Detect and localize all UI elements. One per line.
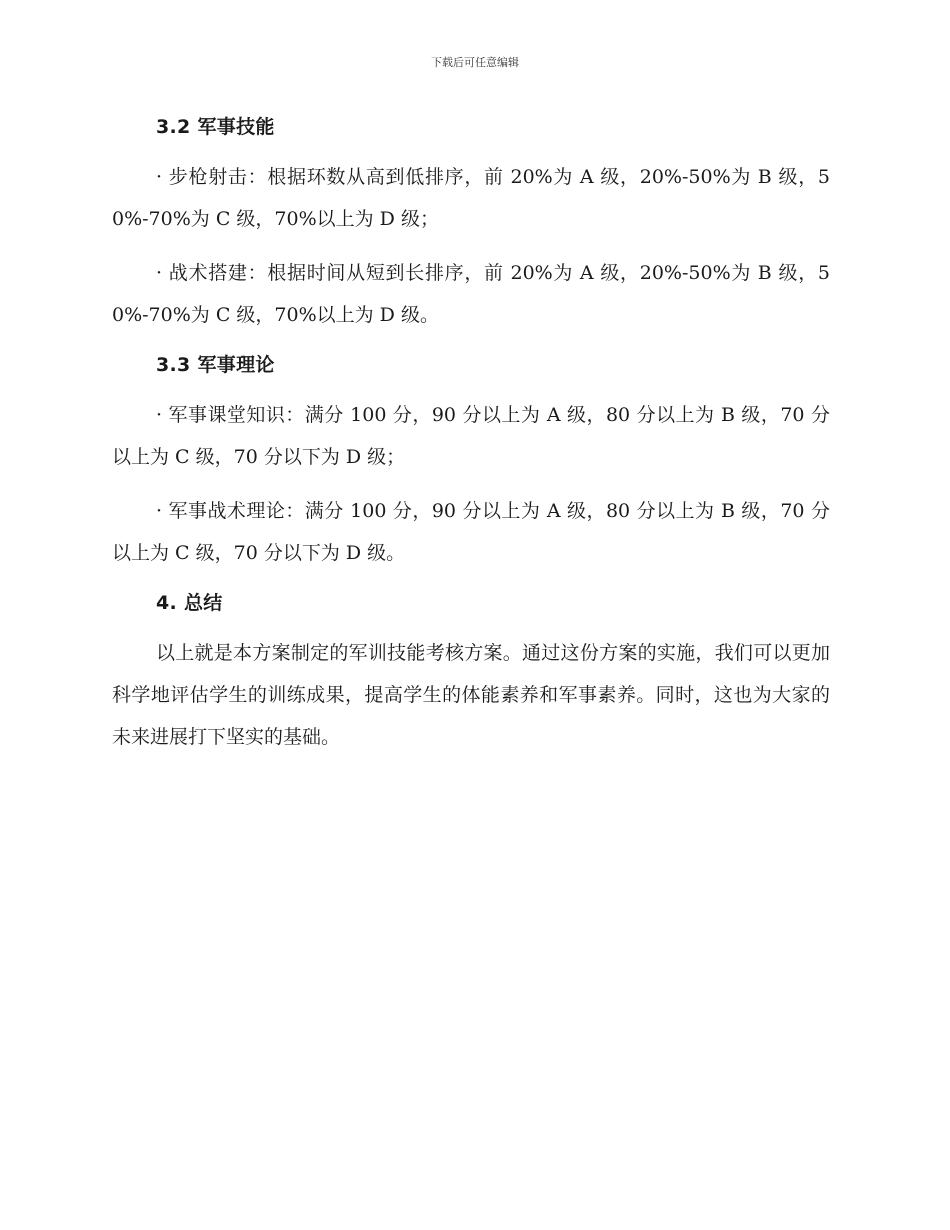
section-heading-summary: 4. 总结: [156, 592, 223, 614]
page-header-note: 下载后可任意编辑: [431, 56, 519, 69]
list-item-rifle-shooting: · 步枪射击：根据环数从高到低排序，前 20%为 A 级，20%-50%为 B 级，50%-70%为 C 级，70%以上为 D 级；: [112, 166, 830, 230]
section-heading-military-skills: 3.2 军事技能: [156, 116, 275, 138]
list-item-classroom-knowledge: · 军事课堂知识：满分 100 分，90 分以上为 A 级，80 分以上为 B 级，70 分以上为 C 级，70 分以下为 D 级；: [112, 404, 830, 468]
list-item-tactics-theory: · 军事战术理论：满分 100 分，90 分以上为 A 级，80 分以上为 B 级，70 分以上为 C 级，70 分以下为 D 级。: [112, 500, 830, 564]
section-heading-military-theory: 3.3 军事理论: [156, 354, 275, 376]
list-item-tactical-setup: · 战术搭建：根据时间从短到长排序，前 20%为 A 级，20%-50%为 B 级，50%-70%为 C 级，70%以上为 D 级。: [112, 262, 830, 326]
document-body: [112, 110, 830, 770]
summary-paragraph: 以上就是本方案制定的军训技能考核方案。通过这份方案的实施，我们可以更加科学地评估学生的训练成果，提高学生的体能素养和军事素养。同时，这也为大家的未来进展打下坚实的基础。: [112, 642, 830, 748]
